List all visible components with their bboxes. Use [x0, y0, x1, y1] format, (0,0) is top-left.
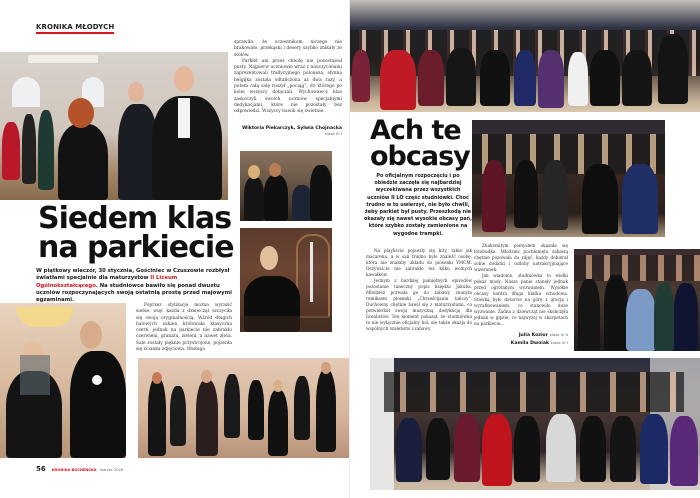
page-number: 56: [36, 465, 46, 473]
byline: [474, 331, 568, 347]
photo-friends: [240, 151, 332, 221]
headline-line: Ach te: [370, 115, 461, 146]
folio: [36, 465, 123, 473]
photo-girl-black-dress: [240, 228, 332, 332]
paragraph: Jak wiadomo, studniówka to wielki pokaz mody. Nasze panie stanęły jednak przed ogromnym wyzwaniem. Wysokie obcasy kontra długa klatka schodowa. Stawką było dotarcie na górę z gracją i wyrafinowaniem, co stanowiło duże wyzwanie. Żadna z dziewcząt nie skończyła jednak w gipsie, co najwyżej w skarpetach na parkiecie...: [474, 273, 568, 326]
article-text-col2: [474, 243, 568, 327]
byline-authors: Wiktoria Piekarczyk, Sylwia Chojnacka: [242, 126, 342, 131]
photo-polonaise-lead: [0, 52, 228, 200]
photo-girls-group: [370, 358, 700, 490]
byline-author: Julia Kozior: [518, 333, 548, 338]
right-page: [350, 0, 700, 498]
byline-class: klasa IV f: [550, 340, 568, 345]
byline-class: klasa IV d: [549, 332, 568, 337]
lead-text: . Na studniówce bawiło się ponad dwustu uczniów rozpoczynających swoją ostatnią prostą przed majowymi egzaminami.: [36, 282, 232, 304]
lead-paragraph: Po oficjalnym rozpoczęciu i po obiedzie zaczęła się najbardziej wyczekiwana przez wszystkich uczniów II LO część studniówki. Choć trudno w to uwierzyć, nie było chwili, żeby parkiet był pusty. Przeszkodą nie okazały się nawet wysokie obcasy pań, które szybko zostały zamienione na wygodne trampki.: [364, 173, 472, 237]
photo-polonaise-line: [138, 358, 350, 458]
photo-fotobudka: [574, 249, 700, 351]
lead-paragraph: [36, 268, 232, 304]
article-text-col2: [136, 303, 232, 353]
magazine-name: KRONIKA BOCHEŃSKA: [51, 468, 97, 472]
byline-class: klasa IV f: [324, 131, 342, 136]
paragraph: Poprzez stylizacje można wyrazić siebie, więc każda z dziewcząt szczyciła się swoją oryginalnością. Wśród długich balowych sukien królowała klasyczna czerń, jednak na parkiecie nie zabrakło czerwieni, granatu, zieleni, a nawet złota. Sale zostały pięknie przystrojone, pojawiła się ścianka zdjęciowa. Obsługa: [136, 303, 232, 353]
headline-line: Siedem klas: [38, 201, 232, 236]
photo-couple-dancing: [0, 303, 126, 458]
paragraph: Znakomitym pomysłem okazała się fotobudka. Młodzież pochłonięta zabawą chętnie pozowała do zdjęć, każdy dobierał sobie dodatki i ozdoby uatrakcyjniające wizerunek.: [474, 243, 568, 272]
paragraph: Na playliście pojawiły się hity, takie jak macarena, a w sali trudno było znaleźć osobę, która nie znałaby układu do piosenki YMCM. Oczywiście nie zabrakło też kilku wolnych kawałków.: [366, 248, 472, 277]
photo-class-group: [350, 0, 700, 112]
lead-text: W piątkowy wieczór, 30 stycznia, Gościniec w Czuszowie rozbłysł światłami specjalnie dla maturzystów: [36, 268, 230, 282]
school-name: II Liceum Ogólnokształcącego: [36, 275, 178, 289]
headline: [370, 115, 470, 172]
byline: [234, 126, 342, 137]
issue-date: marzec 2026: [99, 468, 124, 472]
headline-line: na parkiecie: [38, 229, 234, 265]
article-text-col1: [366, 248, 472, 332]
article-text-col3: [234, 40, 342, 116]
paragraph: Parkiet ani przez chwilę nie pozostawał pusty. Najpierw uczniowie wraz z nauczycielami zaprezentowali tradycyjnego poloneza, słynna belgijka została odtańczona aż dwa razy, a potem całą salę ruszył „pociąg”, do którego po kolei wszyscy dołączali. Wychowawcy klas zaskoczyli swoich uczniów specjalnymi dedykacjami, które nie pozostały bez odpowiedzi. Wszyscy bawili się świetnie.: [234, 58, 342, 115]
headline: [38, 201, 234, 265]
photo-group-seated: [472, 120, 665, 237]
paragraph: sprawiła, że uczestnikom niczego nie brakowało, przekąski i desery szybko znikały ze stołów.: [234, 40, 342, 58]
section-label: KRONIKA MŁODYCH: [36, 23, 114, 34]
headline-line: obcasy: [370, 140, 470, 172]
paragraph: Jednym z bardziej pamiętnych epizodów pozostanie taneczny popis księdza Jakuba. Młodzież porwała go do zabawy znanym remiksem piosenki „Chrześcijanin tańczy”. Duchowny chętnie bawił się z maturzystami, co potwierdził swoją muzyczną dedykacją dla licealistów. Ten moment pokazał, że studniówka to nie wyłącznie oficjalny bal, ale także okazja do wspólnych szaleństw i zabawy.: [366, 278, 472, 331]
byline-author: Kamila Dwoiak: [510, 341, 550, 346]
